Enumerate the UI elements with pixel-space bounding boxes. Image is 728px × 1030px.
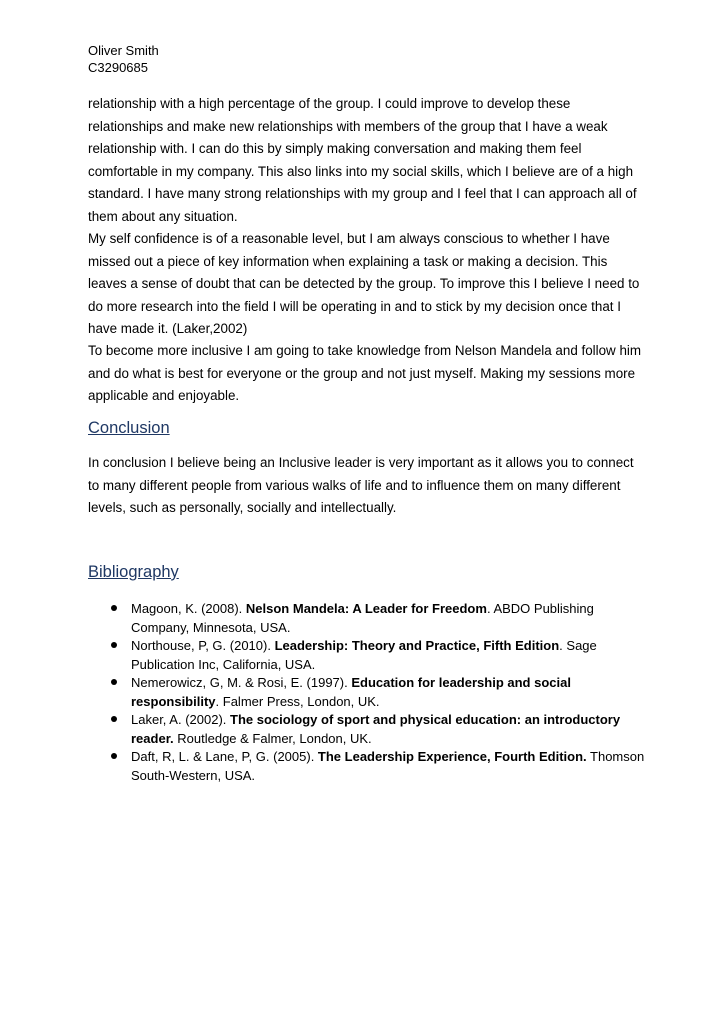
bib-title: The sociology of sport and physical education: an introductory reader. xyxy=(131,712,621,746)
bullet-icon xyxy=(111,679,117,685)
bib-author-year: Northouse, P, G. (2010). xyxy=(131,638,275,653)
paragraph-conclusion: In conclusion I believe being an Inclusive leader is very important as it allows you to connect to many different people from various walks of life and to influence them on many different levels, such as personally, socially and intellectually. xyxy=(88,455,634,516)
student-id: C3290685 xyxy=(88,60,148,75)
bib-publisher: . Sage Publication Inc, California, USA. xyxy=(131,638,597,672)
bibliography-entry xyxy=(88,600,648,637)
bib-publisher: . Falmer Press, London, UK. xyxy=(215,693,380,709)
bib-author-year: Laker, A. (2002). xyxy=(131,712,231,727)
bib-title: Leadership: Theory and Practice, Fifth Edition xyxy=(274,638,560,653)
bibliography-entry xyxy=(88,674,648,711)
bib-author-year: Magoon, K. (2008). xyxy=(131,601,246,616)
bib-author-year: Daft, R, L. & Lane, P, G. (2005). xyxy=(131,749,318,764)
bullet-icon xyxy=(111,753,117,759)
bullet-icon xyxy=(111,716,117,722)
paragraph-relationships: relationship with a high percentage of the group. I could improve to develop these relationships and make new relationships with members of the group that I have a weak relationship with. I can do this by simply making conversation and making them feel comfortable in my company. This also links into my social skills, which I believe are of a high standard. I have many strong relationships with my group and I feel that I can approach all of them about any situation. xyxy=(88,96,637,224)
bib-publisher: Routledge & Falmer, London, UK. xyxy=(173,730,372,746)
bibliography-list xyxy=(88,600,648,785)
bibliography-entry xyxy=(88,711,648,748)
bib-author-year: Nemerowicz, G, M. & Rosi, E. (1997). xyxy=(131,675,352,690)
author-name: Oliver Smith xyxy=(88,43,159,58)
bullet-icon xyxy=(111,642,117,648)
bib-title: Education for leadership and social responsibility xyxy=(131,675,571,709)
document-header xyxy=(88,42,159,76)
bibliography-entry xyxy=(88,637,648,674)
paragraph-self-confidence: My self confidence is of a reasonable level, but I am always conscious to whether I have missed out a piece of key information when explaining a task or making a decision. This leaves a sense of doubt that can be detected by the group. To improve this I believe I need to do more research into the field I will be operating in and to stick by my decision once that I have made it. (Laker,2002) xyxy=(88,231,640,337)
bib-title: The Leadership Experience, Fourth Edition. xyxy=(317,749,587,764)
bib-title: Nelson Mandela: A Leader for Freedom xyxy=(245,601,487,616)
paragraph-inclusive: To become more inclusive I am going to take knowledge from Nelson Mandela and follow him and do what is best for everyone or the group and not just myself. Making my sessions more applicable and enjoyable. xyxy=(88,343,642,404)
bib-publisher: . ABDO Publishing Company, Minnesota, USA. xyxy=(131,601,594,635)
bib-publisher: Thomson South-Western, USA. xyxy=(131,749,645,783)
bibliography-entry xyxy=(88,748,648,785)
bibliography-heading: Bibliography xyxy=(88,563,179,581)
bullet-icon xyxy=(111,605,117,611)
conclusion-heading: Conclusion xyxy=(88,419,170,437)
